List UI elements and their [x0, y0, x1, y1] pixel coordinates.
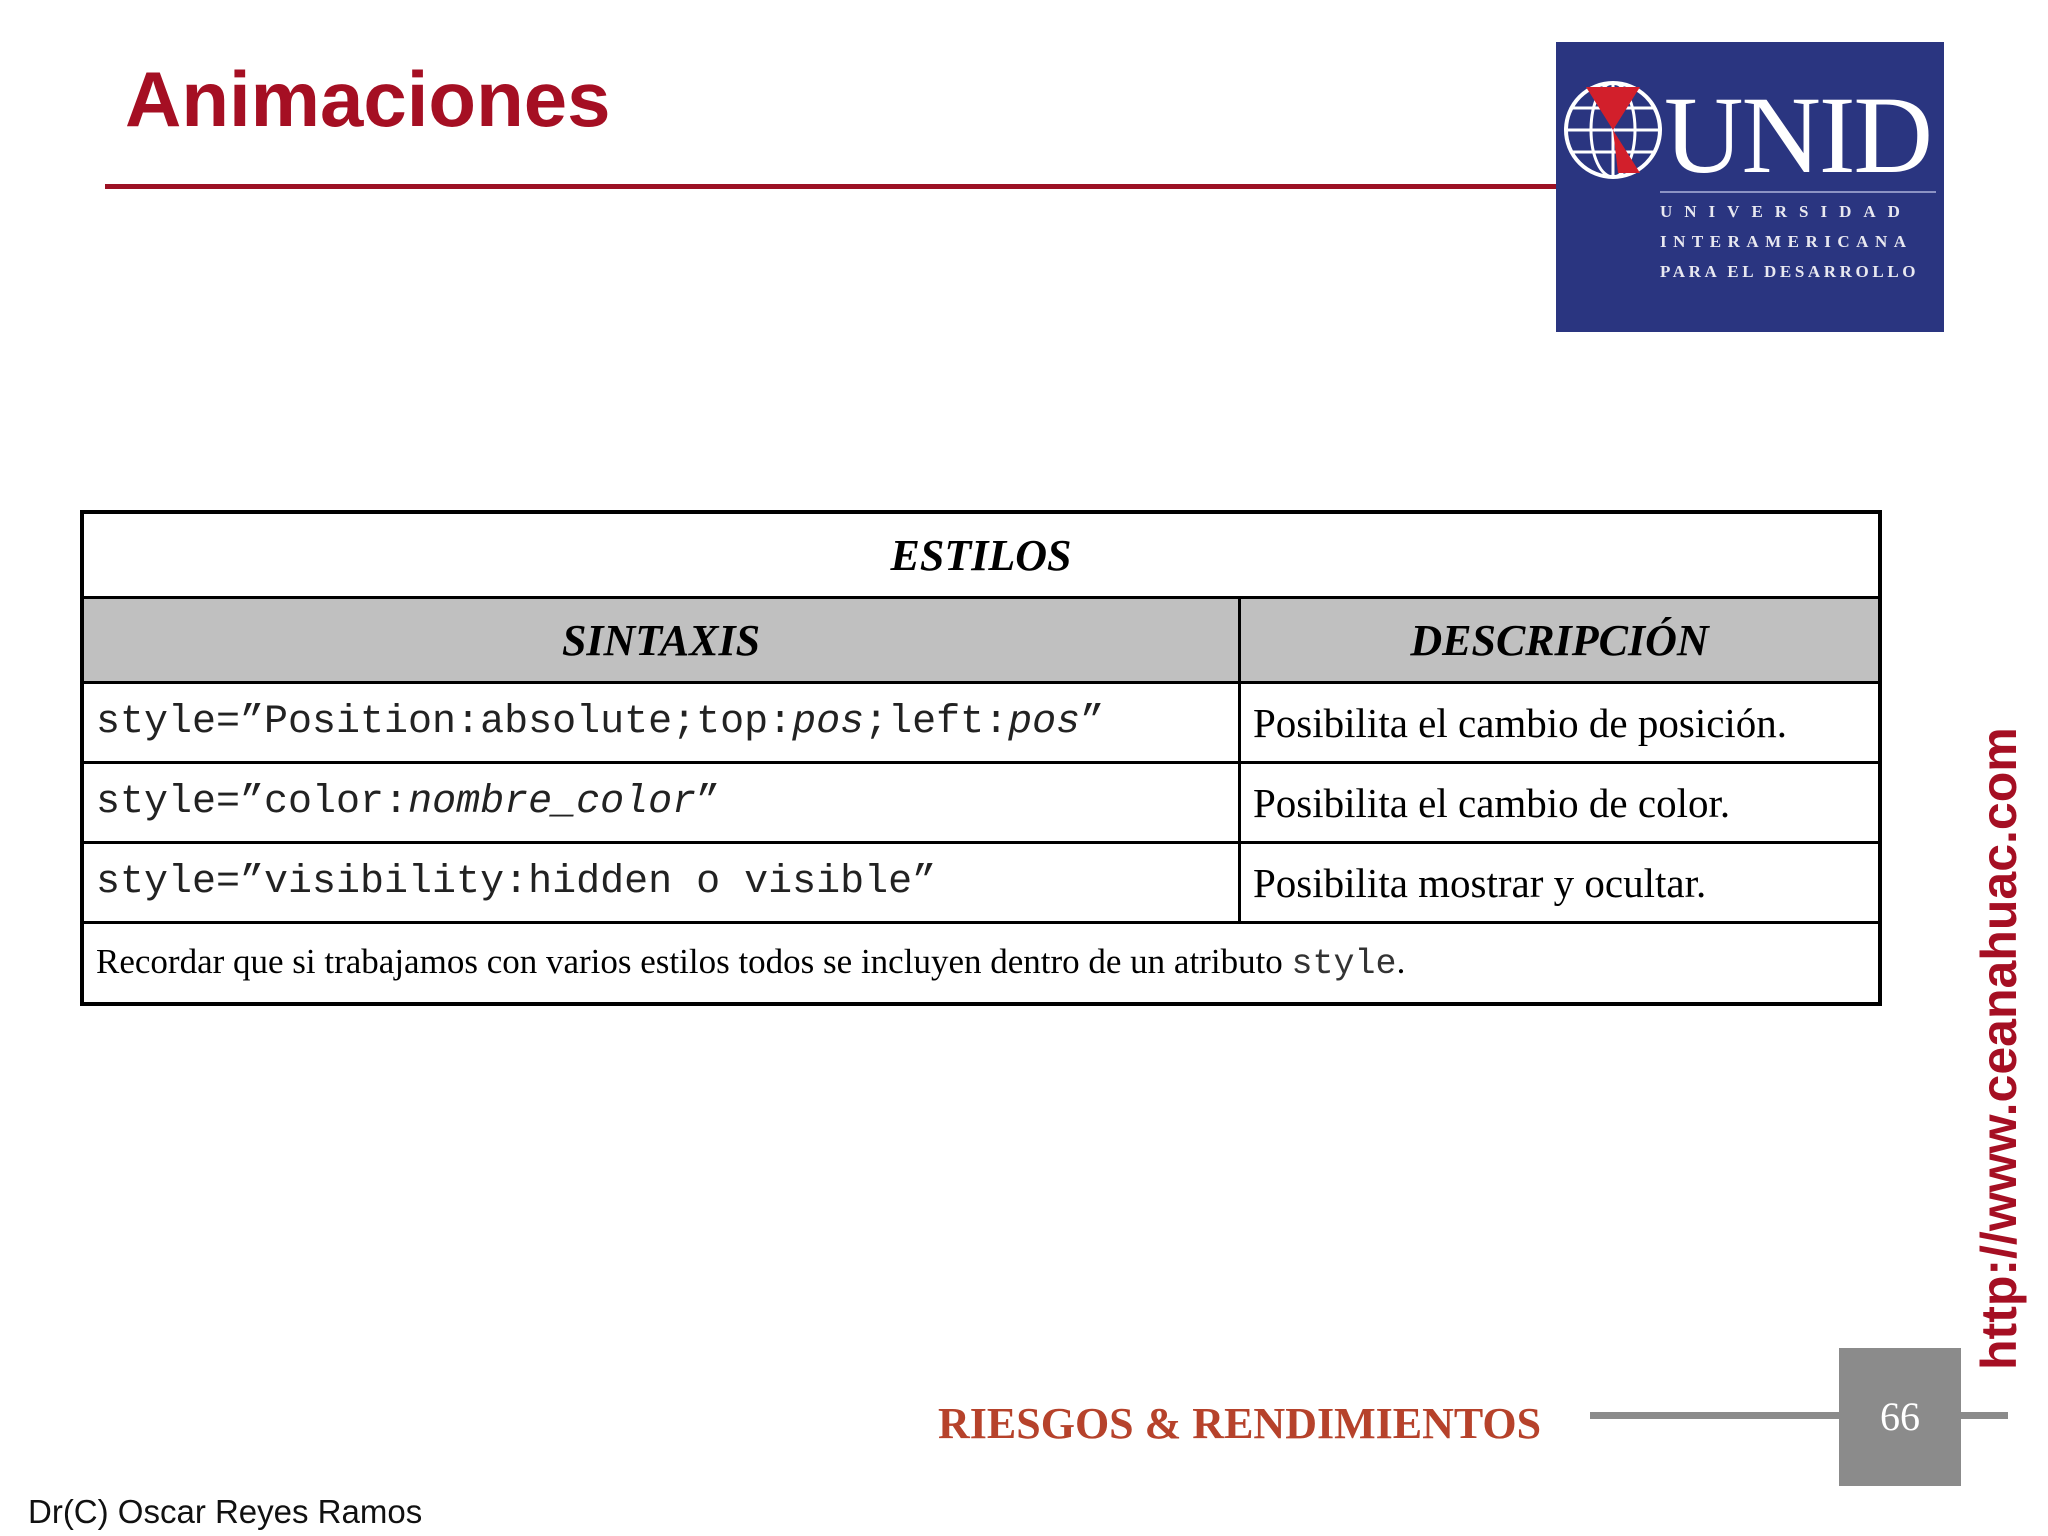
note-code: style — [1291, 944, 1397, 984]
syntax-param: pos — [792, 700, 865, 745]
logo-line-3: PARA EL DESARROLLO — [1660, 262, 1920, 281]
column-header-description: DESCRIPCIÓN — [1240, 598, 1881, 683]
note-end: . — [1396, 942, 1406, 981]
table-title: ESTILOS — [82, 512, 1880, 598]
page-number: 66 — [1839, 1348, 1961, 1486]
syntax-text: style=”Position:absolute;top: — [96, 700, 793, 745]
syntax-text: ” — [696, 780, 721, 825]
table-note-row — [82, 923, 1880, 1005]
syntax-text: style=”color: — [96, 780, 409, 825]
syntax-cell — [82, 683, 1240, 763]
column-header-syntax: SINTAXIS — [82, 598, 1240, 683]
table-header-row — [82, 598, 1880, 683]
description-cell: Posibilita el cambio de color. — [1240, 763, 1881, 843]
table-row — [82, 763, 1880, 843]
syntax-param: nombre_color — [408, 780, 697, 825]
table-note — [82, 923, 1880, 1005]
syntax-cell — [82, 763, 1240, 843]
description-cell: Posibilita mostrar y ocultar. — [1240, 843, 1881, 923]
logo-line-2: INTERAMERICANA — [1660, 232, 1913, 251]
syntax-cell — [82, 843, 1240, 923]
author-credit: Dr(C) Oscar Reyes Ramos — [28, 1493, 423, 1530]
syntax-text: style=”visibility:hidden o visible” — [96, 860, 937, 905]
description-cell: Posibilita el cambio de posición. — [1240, 683, 1881, 763]
table-title-row — [82, 512, 1880, 598]
unid-logo — [1556, 42, 1944, 332]
styles-table — [80, 510, 1882, 1006]
footer-title: RIESGOS & RENDIMIENTOS — [938, 1399, 1542, 1448]
syntax-text: ” — [1080, 700, 1105, 745]
logo-wordmark: UNID — [1664, 74, 1931, 196]
note-text: Recordar que si trabajamos con varios estilos todos se incluyen dentro de un atributo — [96, 942, 1292, 981]
side-url: http://www.ceanahuac.com — [1971, 727, 2027, 1370]
table-row — [82, 683, 1880, 763]
title-divider — [105, 184, 1560, 189]
syntax-param: pos — [1008, 700, 1081, 745]
table-row — [82, 843, 1880, 923]
syntax-text: ;left: — [864, 700, 1009, 745]
slide-title: Animaciones — [125, 55, 611, 143]
logo-line-1: UNIVERSIDAD — [1660, 202, 1912, 221]
